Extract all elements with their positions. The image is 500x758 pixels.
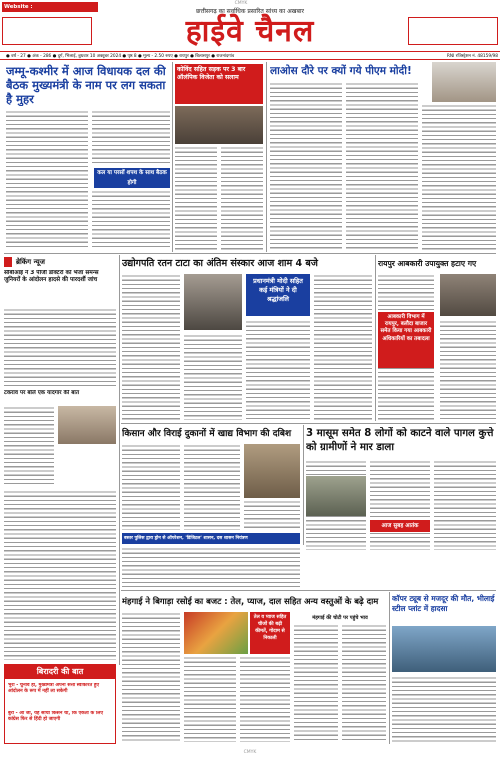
olympic-photo	[175, 106, 263, 144]
olympic-headline: कोविंद सहित सड़क पर 3 बार ऑलंपिक विजेता को सलाम	[175, 64, 263, 104]
sabzi-highlight-box: तेल व प्याज सहित चीजों की बढ़ी कीमतें, गोदाम से निकाली	[250, 612, 290, 654]
kisan-text-col3	[244, 500, 300, 530]
jk-headline: जम्मू-कश्मीर में आज विधायक दल की बैठक मुख्यमंत्री के नाम पर लग सकता है मुहर	[6, 64, 166, 106]
kisan-headline: किसान और विराई दुकानों में खाद्य विभाग की दबिश	[122, 429, 292, 439]
tata-text-col2	[184, 334, 242, 420]
tata-text-col1	[122, 274, 180, 420]
jk-text-col2	[92, 110, 170, 166]
modi-text-col3	[422, 104, 496, 250]
breaking-label: ब्रेकिंग न्यूज	[16, 258, 45, 266]
breaking-text3	[4, 490, 116, 660]
breaking-bullet	[4, 257, 12, 267]
kisan-photo	[244, 444, 300, 498]
olympic-text-col1	[175, 146, 217, 250]
sabzi-text-col2	[184, 656, 236, 742]
dateline: ● वर्ष - 27 ● अंक - 286 ● दुर्ग, भिलाई, बुधवार 10 अक्टूबर 2024 ● पृष्ठ 8 ● मूल्य - 2.50 रुपए ● रायपुर ● बिलासपुर ● राजनांदगांव	[6, 54, 235, 59]
breaking-photo	[58, 406, 116, 444]
biradari-box	[4, 664, 116, 744]
bijapur-headline: बस्तर पुलिस द्वारा ड्रोन से ऑपरेशन, 'डिजिटल' शासन, दस शासन नियंत्रण	[122, 533, 300, 544]
jk-highlight-box: कल या परसों शपथ के साथ बैठक होगी	[94, 168, 170, 188]
raipur-photo	[440, 274, 496, 316]
jk-text-col1	[6, 110, 88, 250]
kisan-text-col2	[184, 444, 240, 530]
divider	[266, 62, 267, 252]
biradari-banner: बिरादरी की बात	[5, 665, 115, 679]
divider	[119, 255, 120, 665]
dog-headline: 3 मासूम समेत 8 लोगों को काटने वाले पागल कुत्ते को ग्रामीणों ने मार डाला	[306, 428, 494, 453]
sabzi-text-col5	[342, 624, 386, 742]
jk-text-col3	[92, 190, 170, 250]
bijapur-text	[122, 547, 300, 587]
biradari-text2: बुरा - ओ जी, यह सोचा किसने था, कि एकता के लिए कांग्रेस फिर से हिंदी हो जाएगी	[8, 711, 103, 723]
tata-photo	[184, 274, 242, 330]
breaking-text2	[4, 406, 54, 486]
dog-text-col2	[370, 460, 430, 550]
tata-highlight-box: प्रधानमंत्री मोदी सहित कई मंत्रियों ने दी श्रद्धांजलि	[246, 274, 310, 316]
sabzi-text-col3	[240, 656, 290, 742]
dateline-bar	[0, 51, 500, 60]
raipur-highlight-box: आबकारी विभाग में रायपुर, बलौदा बाजार समेत किया गया आबकारी अधिकारियों का तबादला	[378, 312, 434, 368]
tata-text-col3	[246, 320, 310, 420]
breaking-headline: सीबीआई ने 3 पीजी डॉक्टरों को भेजा समन्स जुनियरों के आंदोलन हादसे की पारदर्शी जांच	[4, 270, 99, 284]
olympic-text-col2	[221, 146, 263, 250]
masthead-right-ad	[408, 17, 498, 45]
website-label[interactable]: Website : www.highwaychannel.in	[2, 2, 98, 12]
biradari-text1: भुरा - चुनाव हो, मुख्यमंत्री अपनी सत्ता स्वीकारते हुए आंदोलन के रूप में नहीं ला सकेगी	[8, 683, 100, 695]
tata-text-col4	[314, 274, 372, 420]
breaking-text	[4, 308, 116, 388]
tata-headline: उद्योगपति रतन टाटा का अंतिम संस्कार आज शाम 4 बजे	[122, 258, 318, 269]
raipur-headline: रायपुर आबकारी उपायुक्त हटाए गए	[378, 259, 477, 268]
breaking-label-wrap	[4, 257, 116, 269]
modi-text-col2	[346, 82, 418, 250]
raipur-text-col2	[440, 320, 496, 420]
divider	[375, 255, 376, 421]
kisan-text-col1	[122, 444, 180, 530]
masthead-tagline: छत्तीसगढ़ का सर्वाधिक प्रसारित सांध्य का अखबार	[195, 8, 304, 15]
divider	[121, 590, 496, 591]
modi-text-col1	[270, 82, 342, 250]
sabzi-text-col4	[294, 624, 338, 742]
sabzi-headline: मंहगाई ने बिगाड़ा रसोई का बजट : तेल, प्याज, दाल सहित अन्य वस्तुओं के बढ़े दाम	[122, 596, 379, 606]
masthead-title: हाईवे चैनल	[185, 14, 315, 49]
cmyk-mark: CMYK	[234, 1, 248, 6]
divider	[121, 423, 496, 424]
capture-text	[392, 676, 496, 742]
divider	[172, 62, 173, 252]
divider	[303, 425, 304, 545]
dog-photo	[306, 476, 366, 516]
dog-highlight-box: आज सुबह आतंक	[370, 520, 430, 532]
divider	[389, 592, 390, 744]
dog-text-col3	[434, 460, 496, 550]
breaking-sub: टकराव पर बोले एक यादगार की बात	[4, 390, 80, 396]
masthead-left-ad	[2, 17, 92, 45]
sabzi-text-col1	[122, 612, 180, 742]
modi-headline: लाओस दौरे पर क्यों गये पीएम मोदी!	[270, 65, 412, 77]
capture-headline: कॉपर ट्यूब से मजदूर की मौत, भीलाई स्टील प्लांट में हादसा	[392, 594, 495, 613]
sabzi-photo	[184, 612, 248, 654]
capture-photo	[392, 626, 496, 672]
sabzi-sub: मंहगाई की चोटी पर पहुंचे भाव	[312, 615, 368, 621]
footer-cmyk: CMYK	[243, 750, 257, 755]
modi-photo	[432, 62, 496, 102]
divider	[4, 253, 496, 254]
registration: RNI रजिस्ट्रेशन नं. 48159/98	[446, 54, 498, 59]
